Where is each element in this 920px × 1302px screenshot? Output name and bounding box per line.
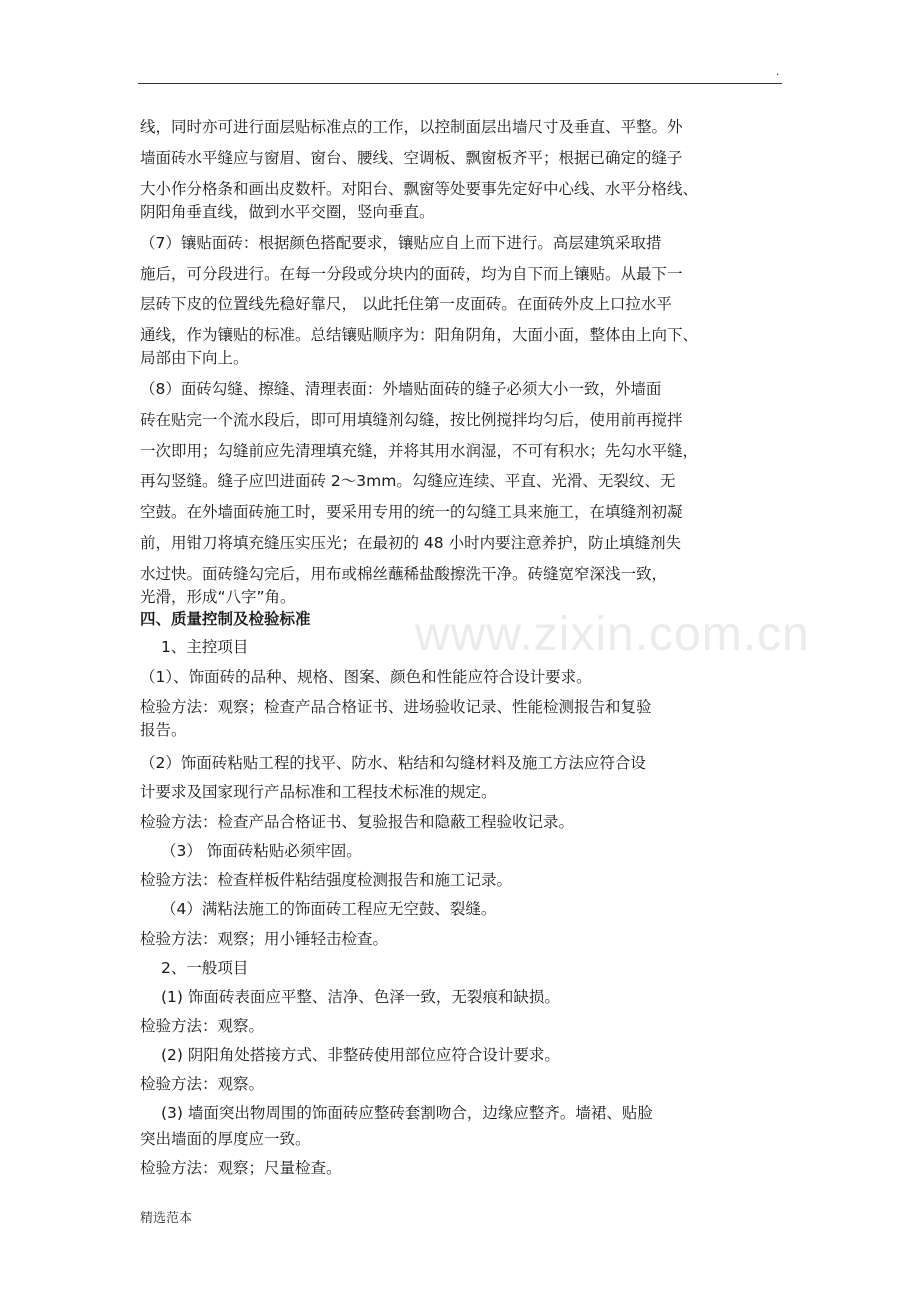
text-line: (1) 饰面砖表面应平整、洁净、色泽一致，无裂痕和缺损。 [161, 988, 560, 1006]
text-line: 施后，可分段进行。在每一分段或分块内的面砖，均为自下而上镶贴。从最下一 [140, 265, 683, 283]
text-line: 计要求及国家现行产品标准和工程技术标准的规定。 [140, 783, 497, 801]
text-line: 突出墙面的厚度应一致。 [140, 1130, 311, 1148]
text-line: 前，用钳刀将填充缝压实压光；在最初的 48 小时内要注意养护，防止填缝剂失 [140, 534, 682, 552]
text-line: 报告。 [140, 721, 187, 739]
text-line: 通线，作为镶贴的标准。总结镶贴顺序为：阳角阴角，大面小面，整体由上向下、 [140, 326, 699, 344]
text-line: 层砖下皮的位置线先稳好靠尺， 以此托住第一皮面砖。在面砖外皮上口拉水平 [140, 295, 672, 313]
subsection-heading: 2、一般项目 [161, 959, 249, 977]
text-line: 检验方法：观察；用小锤轻击检查。 [140, 930, 389, 948]
text-line: 大小作分格条和画出皮数杆。对阳台、飘窗等处要事先定好中心线、水平分格线、 [140, 180, 699, 198]
text-line: （2）饰面砖粘贴工程的找平、防水、粘结和勾缝材料及施工方法应符合设 [140, 754, 646, 772]
text-line: 检验方法：观察。 [140, 1075, 265, 1093]
text-line: （3） 饰面砖粘贴必须牢固。 [161, 842, 362, 860]
text-line: (2) 阴阳角处搭接方式、非整砖使用部位应符合设计要求。 [161, 1046, 560, 1064]
text-line: 局部由下向上。 [140, 349, 249, 367]
text-line: 空鼓。在外墙面砖施工时，要采用专用的统一的勾缝工具来施工，在填缝剂初凝 [140, 503, 683, 521]
text-line: (3) 墙面突出物周围的饰面砖应整砖套割吻合，边缘应整齐。墙裙、贴脸 [161, 1104, 653, 1122]
text-line: 砖在贴完一个流水段后，即可用填缝剂勾缝，按比例搅拌均匀后，使用前再搅拌 [140, 411, 683, 429]
text-line: 水过快。面砖缝勾完后，用布或棉丝蘸稀盐酸擦洗干净。砖缝宽窄深浅一致， [140, 565, 668, 583]
text-line: 一次即用；勾缝前应先清理填充缝，并将其用水润湿，不可有积水；先勾水平缝， [140, 442, 699, 460]
footer-text: 精选范本 [140, 1211, 193, 1226]
section-heading: 四、质量控制及检验标准 [140, 610, 311, 628]
text-line: 光滑，形成“八字”角。 [140, 588, 296, 606]
text-line: 墙面砖水平缝应与窗眉、窗台、腰线、空调板、飘窗板齐平；根据已确定的缝子 [140, 149, 683, 167]
text-line: 再勾竖缝。缝子应凹进面砖 2～3mm。勾缝应连续、平直、光滑、无裂纹、无 [140, 472, 676, 490]
subsection-heading: 1、主控项目 [161, 638, 249, 656]
header-mark: . [776, 64, 780, 78]
text-line: 检验方法：观察；检查产品合格证书、进场验收记录、性能检测报告和复验 [140, 698, 652, 716]
text-line: （7）镶贴面砖：根据颜色搭配要求，镶贴应自上而下进行。高层建筑采取措 [140, 234, 662, 252]
text-line: （1）、饰面砖的品种、规格、图案、颜色和性能应符合设计要求。 [140, 668, 592, 686]
text-line: （8）面砖勾缝、擦缝、清理表面：外墙贴面砖的缝子必须大小一致，外墙面 [140, 380, 662, 398]
text-line: 线，同时亦可进行面层贴标准点的工作，以控制面层出墙尺寸及垂直、平整。外 [140, 118, 683, 136]
watermark: www.zixin.com.cn [415, 608, 810, 661]
text-line: 检验方法：检查产品合格证书、复验报告和隐蔽工程验收记录。 [140, 813, 575, 831]
text-line: 检验方法：观察。 [140, 1017, 265, 1035]
text-line: （4）满粘法施工的饰面砖工程应无空鼓、裂缝。 [161, 900, 497, 918]
text-line: 阴阳角垂直线，做到水平交圈，竖向垂直。 [140, 203, 435, 221]
text-line: 检验方法：检查样板件粘结强度检测报告和施工记录。 [140, 871, 513, 889]
text-line: 检验方法：观察；尺量检查。 [140, 1159, 342, 1177]
header-rule [138, 83, 782, 84]
